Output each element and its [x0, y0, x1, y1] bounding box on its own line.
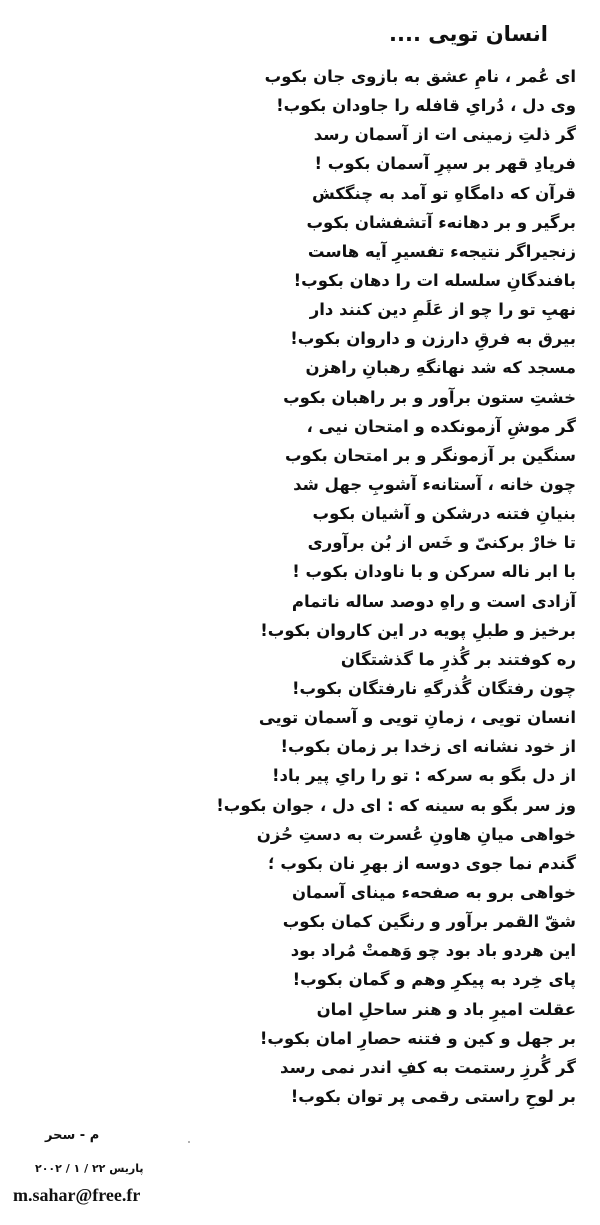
poem-line: شقّ القمر برآور و رنگین کمان بکوب — [282, 912, 576, 932]
poem-line: آزادی است و راهِ دوصد ساله ناتمام — [291, 591, 576, 611]
poem-line: از خود نشانه ای زخدا بر زمان بکوب! — [280, 737, 576, 757]
poem-line: انسان تویی ، زمانِ تویی و آسمان تویی — [258, 708, 576, 728]
poem-line: عقلت امیرِ باد و هنر ساحلِ امان — [316, 999, 576, 1019]
poem-line: وز سر بگو به سینه که : ای دل ، جوان بکوب! — [216, 795, 576, 815]
poem-line: وی دل ، دُرایِ قافله را جاودان بکوب! — [276, 96, 576, 116]
poem-line: قرآن که دامگاهِ تو آمد به چنگکش — [311, 183, 576, 203]
scan-speck — [188, 1141, 190, 1143]
poem-line: پای خِرد به پیکرِ وهم و گمان بکوب! — [292, 970, 576, 990]
poem-line: برخیز و طبلِ پویه در این کاروان بکوب! — [260, 620, 576, 640]
poem-line: گر ذلتِ زمینی ات از آسمان رسد — [313, 125, 576, 145]
poem-title: انسان تویی .... — [389, 22, 548, 46]
poem-line: بیرق به فرقِ دارزن و داروان بکوب! — [290, 329, 576, 349]
poem-line: این هردو باد بود چو وَهمتْ مُراد بود — [290, 941, 576, 961]
poem-line: بر لوحِ راستی رقمی پر توان بکوب! — [290, 1086, 576, 1106]
place-and-date: پاریس ۲۲ / ۱ / ۲۰۰۲ — [35, 1162, 144, 1175]
poem-line: با ابر ناله سرکن و با ناودان بکوب ! — [292, 562, 576, 582]
poem-line: گر گُرزِ رستمت به کفِ اندر نمی رسد — [280, 1057, 576, 1077]
poem-line: چون رفتگان گُذرگهِ نارفتگان بکوب! — [292, 678, 576, 698]
author-signature: م - سحر — [45, 1128, 100, 1143]
poem-line: چون خانه ، آستانهء آشوبِ جهل شد — [293, 474, 576, 494]
poem-line: مسجد که شد نهانگهِ رهبانِ راهزن — [305, 358, 576, 378]
poem-line: زنجیراگر نتیجهء تفسیرِ آیه هاست — [307, 241, 576, 261]
poem-line: گر موشِ آزمونکده و امتحان نیی ، — [306, 416, 576, 436]
poem-line: ای عُمر ، نامِ عشق به بازوی جان بکوب — [264, 67, 576, 86]
poem-line: خواهی میانِ هاونِ عُسرت به دستِ حُزن — [256, 824, 576, 844]
poem-line: بنیانِ فتنه درشکن و آشیان بکوب — [312, 504, 576, 524]
poem-body — [196, 62, 576, 1111]
poem-line: تا خارْ برکنیّ و خَس از بُن برآوری — [307, 533, 576, 553]
poem-line: سنگین بر آزمونگر و بر امتحان بکوب — [284, 445, 576, 465]
poem-line: گندم نما جوی دوسه از بهرِ نان بکوب ؛ — [268, 853, 576, 873]
poem-line: ره کوفتند بر گُذرِ ما گذشتگان — [340, 649, 576, 669]
author-email: m.sahar@free.fr — [13, 1185, 141, 1205]
poem-line: بر جهل و کین و فتنه حصارِ امان بکوب! — [259, 1028, 576, 1048]
poem-line: نهبِ تو را چو از عَلَمِ دین کنند دار — [309, 300, 576, 320]
poem-line: بافندگانِ سلسله ات را دهان بکوب! — [293, 270, 576, 290]
poem-line: برگیر و بر دهانهء آتشفشان بکوب — [306, 212, 576, 232]
poem-line: خشتِ ستون برآور و بر راهبان بکوب — [283, 387, 576, 407]
poem-line: فریادِ قهر بر سپرِ آسمان بکوب ! — [314, 154, 576, 174]
poem-line: از دل بگو به سرکه : تو را رایِ پیر باد! — [272, 766, 576, 786]
poem-line: خواهی برو به صفحهء مینای آسمان — [291, 882, 576, 902]
